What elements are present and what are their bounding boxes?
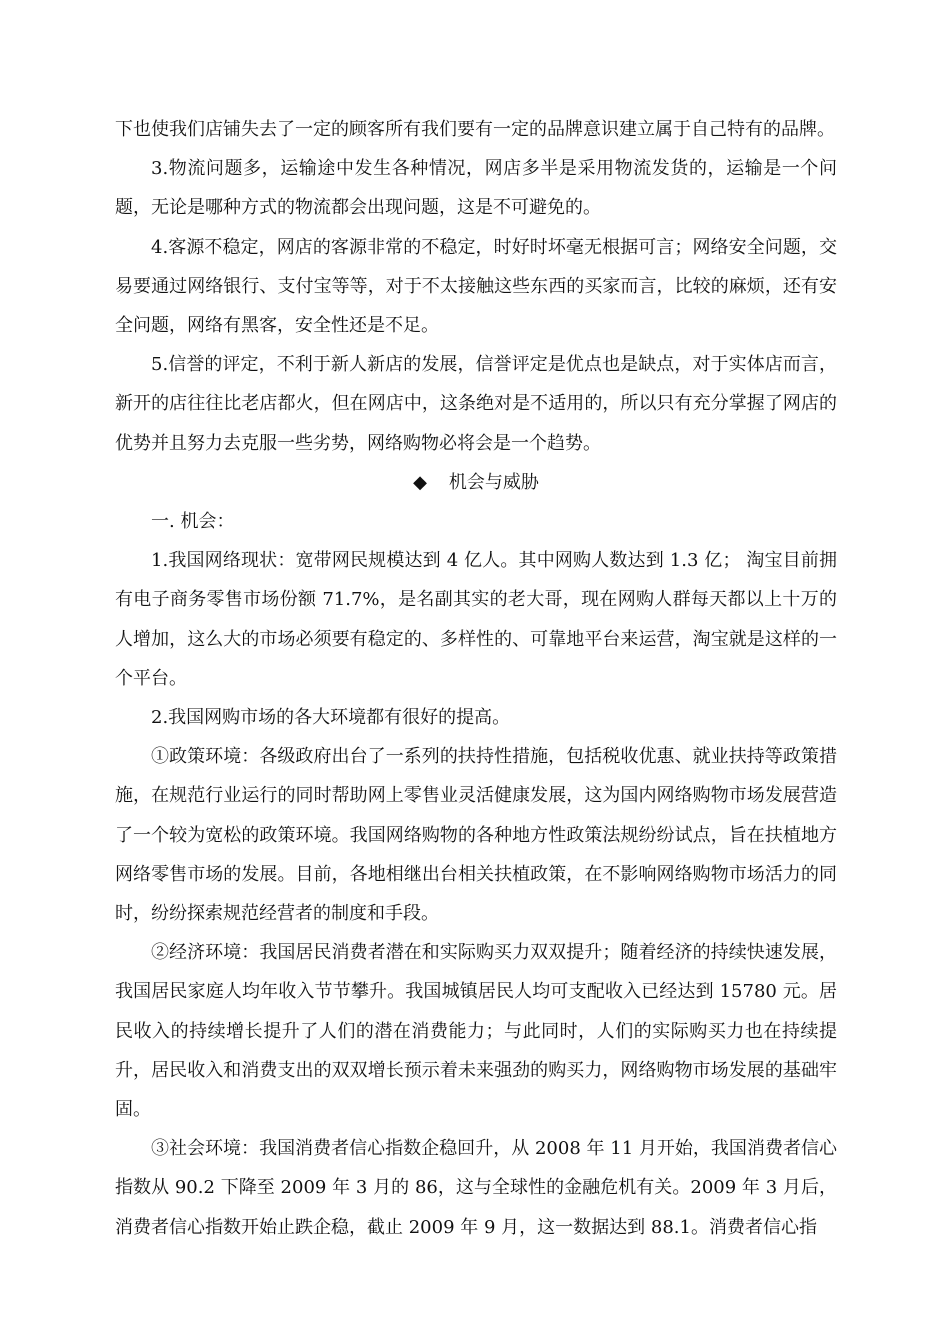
body-paragraph: 下也使我们店铺失去了一定的顾客所有我们要有一定的品牌意识建立属于自己特有的品牌。 (115, 119, 835, 140)
body-paragraph: ①政策环境：各级政府出台了一系列的扶持性措施，包括税收优惠、就业扶持等政策措施，在规范行业运行的同时帮助网上零售业灵活健康发展，这为国内网络购物市场发展营造了一个较为宽松的政策环境。我国网络购物的各种地方性政策法规纷纷试点，旨在扶植地方网络零售市场的发展。目前，各地相继出台相关扶植政策，在不影响网络购物市场活力的同时，纷纷探索规范经营者的制度和手段。 (115, 746, 837, 925)
section-heading (115, 463, 837, 502)
body-paragraph: 2.我国网购市场的各大环境都有很好的提高。 (151, 707, 511, 729)
body-paragraph: 5.信誉的评定，不利于新人新店的发展，信誉评定是优点也是缺点，对于实体店而言，新开的店往往比老店都火，但在网店中，这条绝对是不适用的，所以只有充分掌握了网店的优势并且努力去克服一些劣势，网络购物必将会是一个趋势。 (115, 354, 837, 454)
section-heading-text: 机会与威胁 (448, 471, 539, 493)
body-paragraph: 4.客源不稳定，网店的客源非常的不稳定，时好时坏毫无根据可言；网络安全问题，交易要通过网络银行、支付宝等等，对于不太接触这些东西的买家而言，比较的麻烦，还有安全问题，网络有黑客，安全性还是不足。 (115, 236, 837, 337)
body-paragraph: 3.物流问题多，运输途中发生各种情况，网店多半是采用物流发货的，运输是一个问题，无论是哪种方式的物流都会出现问题，这是不可避免的。 (115, 158, 837, 219)
document-page (115, 110, 837, 1247)
body-paragraph: 1.我国网络现状：宽带网民规模达到 4 亿人。其中网购人数达到 1.3 亿； 淘宝目前拥有电子商务零售市场份额 71.7%，是名副其实的老大哥，现在网购人群每天都以上十万的人增加，这么大的市场必须要有稳定的、多样性的、可靠地平台来运营，淘宝就是这样的一个平台。 (115, 550, 837, 689)
diamond-bullet-icon: ◆ (413, 471, 427, 493)
body-paragraph: ③社会环境：我国消费者信心指数企稳回升，从 2008 年 11 月开始，我国消费者信心指数从 90.2 下降至 2009 年 3 月的 86，这与全球性的金融危机有关。2009 年 3 月后，消费者信心指数开始止跌企稳，截止 2009 年 9 月，这一数据达到 88.1。消费者信心指 (115, 1138, 837, 1238)
body-paragraph: 一. 机会： (151, 511, 235, 533)
body-paragraph: ②经济环境：我国居民消费者潜在和实际购买力双双提升；随着经济的持续快速发展，我国居民家庭人均年收入节节攀升。我国城镇居民人均可支配收入已经达到 15780 元。居民收入的持续增长提升了人们的潜在消费能力；与此同时，人们的实际购买力也在持续提升，居民收入和消费支出的双双增长预示着未来强劲的购买力，网络购物市场发展的基础牢固。 (115, 942, 837, 1121)
